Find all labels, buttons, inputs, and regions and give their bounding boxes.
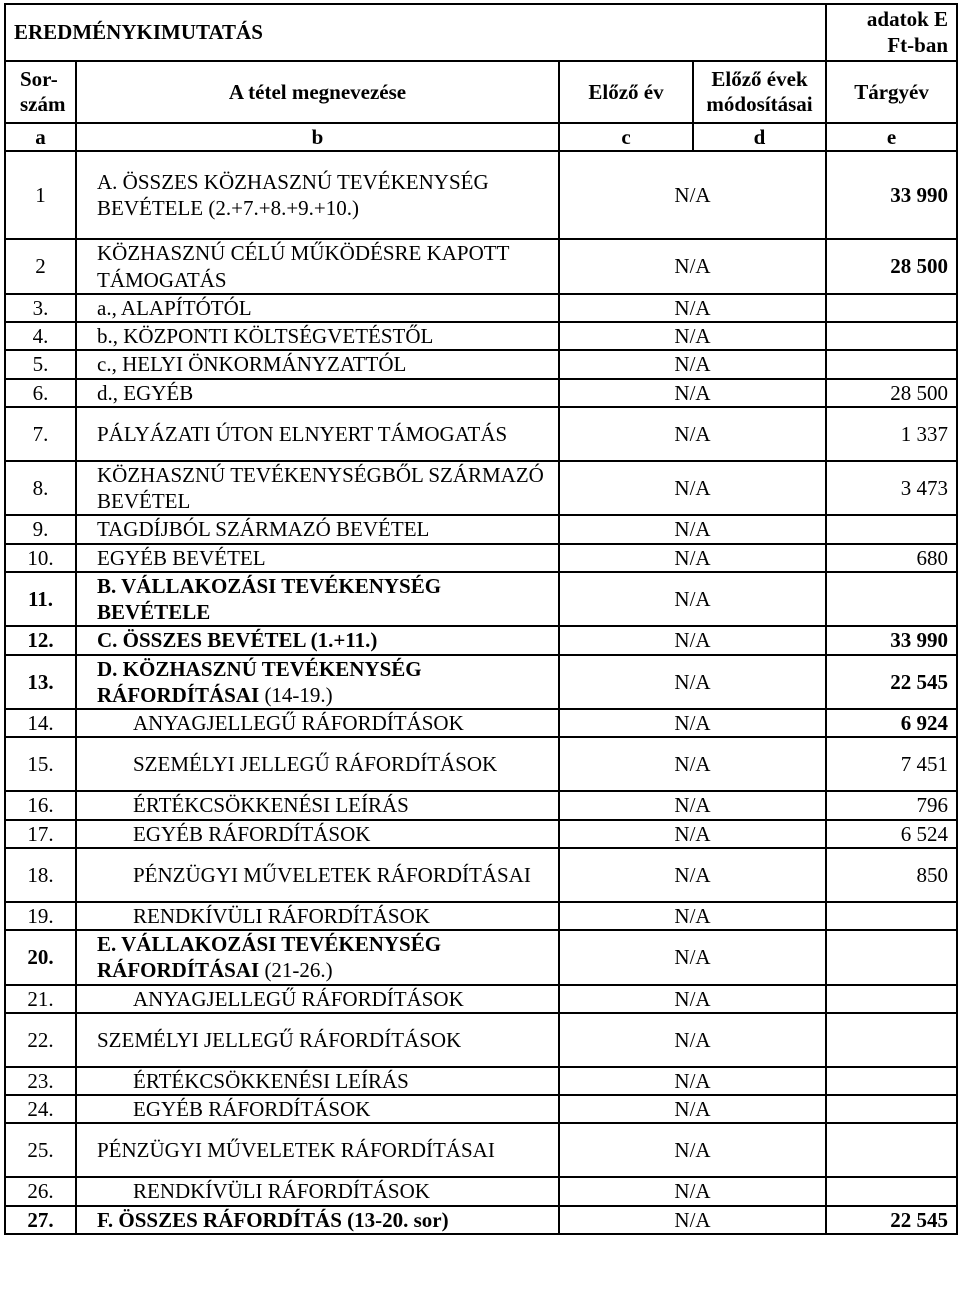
row-name: RENDKÍVÜLI RÁFORDÍTÁSOK	[76, 902, 559, 930]
prev-mod-line-1: Előző évek	[711, 66, 808, 91]
unit-line-2: Ft-ban	[887, 32, 949, 57]
row-current: 796	[826, 791, 957, 819]
table-row	[5, 572, 957, 627]
row-prev-year: N/A	[559, 1206, 826, 1234]
row-name: B. VÁLLAKOZÁSI TEVÉKENYSÉG BEVÉTELE	[76, 572, 559, 627]
row-name: F. ÖSSZES RÁFORDÍTÁS (13-20. sor)	[76, 1206, 559, 1234]
row-prev-year: N/A	[559, 820, 826, 848]
row-name: c., HELYI ÖNKORMÁNYZATTÓL	[76, 350, 559, 378]
sorszam-line-2: szám	[20, 92, 66, 116]
row-current	[826, 985, 957, 1013]
table-row	[5, 848, 957, 902]
row-current	[826, 902, 957, 930]
row-name: PÉNZÜGYI MŰVELETEK RÁFORDÍTÁSAI	[76, 848, 559, 902]
row-name: PÉNZÜGYI MŰVELETEK RÁFORDÍTÁSAI	[76, 1123, 559, 1177]
row-current	[826, 1177, 957, 1205]
row-name: C. ÖSSZES BEVÉTEL (1.+11.)	[76, 626, 559, 654]
row-prev-year: N/A	[559, 1123, 826, 1177]
table-row	[5, 1067, 957, 1095]
row-current	[826, 1067, 957, 1095]
row-prev-year: N/A	[559, 294, 826, 322]
row-current	[826, 350, 957, 378]
table-row	[5, 544, 957, 572]
table-row	[5, 737, 957, 791]
row-prev-year: N/A	[559, 1095, 826, 1123]
row-current: 22 545	[826, 655, 957, 710]
row-current: 28 500	[826, 379, 957, 407]
table-row	[5, 902, 957, 930]
row-name: d., EGYÉB	[76, 379, 559, 407]
column-letter-row	[5, 123, 957, 151]
table-row	[5, 985, 957, 1013]
row-current: 850	[826, 848, 957, 902]
row-prev-year: N/A	[559, 544, 826, 572]
row-prev-year: N/A	[559, 709, 826, 737]
row-current	[826, 294, 957, 322]
title-row	[5, 4, 957, 61]
row-name	[76, 930, 559, 985]
row-name-main: D. KÖZHASZNÚ TEVÉKENYSÉG RÁFORDÍTÁSAI	[97, 656, 422, 707]
row-current	[826, 1013, 957, 1067]
row-number: 10.	[5, 544, 76, 572]
row-current	[826, 930, 957, 985]
row-current: 7 451	[826, 737, 957, 791]
row-number: 27.	[5, 1206, 76, 1234]
row-prev-year: N/A	[559, 655, 826, 710]
row-number: 12.	[5, 626, 76, 654]
row-name: EGYÉB RÁFORDÍTÁSOK	[76, 820, 559, 848]
row-current: 680	[826, 544, 957, 572]
row-name: PÁLYÁZATI ÚTON ELNYERT TÁMOGATÁS	[76, 407, 559, 461]
row-number: 2	[5, 239, 76, 294]
row-name: KÖZHASZNÚ CÉLÚ MŰKÖDÉSRE KAPOTT TÁMOGATÁS	[76, 239, 559, 294]
row-current: 33 990	[826, 151, 957, 239]
row-prev-year: N/A	[559, 930, 826, 985]
table-row	[5, 1013, 957, 1067]
row-number: 24.	[5, 1095, 76, 1123]
table-row	[5, 515, 957, 543]
table-row	[5, 1206, 957, 1234]
col-letter-d: d	[693, 123, 826, 151]
row-name: a., ALAPÍTÓTÓL	[76, 294, 559, 322]
sorszam-line-1: Sor-	[20, 66, 58, 91]
col-header-name: A tétel megnevezése	[76, 61, 559, 123]
table-row	[5, 379, 957, 407]
row-number: 4.	[5, 322, 76, 350]
row-current: 3 473	[826, 461, 957, 516]
unit-line-1: adatok E	[866, 7, 949, 32]
row-prev-year: N/A	[559, 791, 826, 819]
row-number: 22.	[5, 1013, 76, 1067]
col-letter-e: e	[826, 123, 957, 151]
table-row	[5, 239, 957, 294]
row-number: 7.	[5, 407, 76, 461]
table-row	[5, 820, 957, 848]
row-prev-year: N/A	[559, 322, 826, 350]
table-row	[5, 709, 957, 737]
row-current	[826, 572, 957, 627]
row-prev-year: N/A	[559, 985, 826, 1013]
row-current: 1 337	[826, 407, 957, 461]
row-name	[76, 655, 559, 710]
table-row	[5, 626, 957, 654]
row-number: 11.	[5, 572, 76, 627]
row-prev-year: N/A	[559, 379, 826, 407]
table-row	[5, 655, 957, 710]
row-number: 5.	[5, 350, 76, 378]
row-number: 3.	[5, 294, 76, 322]
row-name: EGYÉB BEVÉTEL	[76, 544, 559, 572]
row-number: 13.	[5, 655, 76, 710]
row-prev-year: N/A	[559, 902, 826, 930]
row-number: 14.	[5, 709, 76, 737]
table-row	[5, 350, 957, 378]
row-current	[826, 1123, 957, 1177]
row-number: 16.	[5, 791, 76, 819]
row-number: 6.	[5, 379, 76, 407]
income-statement-table	[4, 3, 958, 1235]
row-number: 26.	[5, 1177, 76, 1205]
row-name: ÉRTÉKCSÖKKENÉSI LEÍRÁS	[76, 1067, 559, 1095]
row-current: 22 545	[826, 1206, 957, 1234]
row-prev-year: N/A	[559, 350, 826, 378]
row-prev-year: N/A	[559, 461, 826, 516]
table-row	[5, 322, 957, 350]
row-number: 18.	[5, 848, 76, 902]
row-prev-year: N/A	[559, 407, 826, 461]
row-current	[826, 515, 957, 543]
col-header-current: Tárgyév	[826, 61, 957, 123]
table-row	[5, 1095, 957, 1123]
row-prev-year: N/A	[559, 737, 826, 791]
row-prev-year: N/A	[559, 1177, 826, 1205]
row-number: 20.	[5, 930, 76, 985]
row-number: 19.	[5, 902, 76, 930]
row-name: ANYAGJELLEGŰ RÁFORDÍTÁSOK	[76, 709, 559, 737]
row-prev-year: N/A	[559, 626, 826, 654]
row-name: EGYÉB RÁFORDÍTÁSOK	[76, 1095, 559, 1123]
col-letter-a: a	[5, 123, 76, 151]
row-prev-year: N/A	[559, 572, 826, 627]
col-header-prev-year: Előző év	[559, 61, 693, 123]
row-number: 15.	[5, 737, 76, 791]
table-row	[5, 407, 957, 461]
row-current: 33 990	[826, 626, 957, 654]
row-name: KÖZHASZNÚ TEVÉKENYSÉGBŐL SZÁRMAZÓ BEVÉTEL	[76, 461, 559, 516]
table-row	[5, 151, 957, 239]
row-name: TAGDÍJBÓL SZÁRMAZÓ BEVÉTEL	[76, 515, 559, 543]
row-prev-year: N/A	[559, 239, 826, 294]
row-prev-year: N/A	[559, 151, 826, 239]
row-current: 6 924	[826, 709, 957, 737]
row-prev-year: N/A	[559, 1013, 826, 1067]
row-name: A. ÖSSZES KÖZHASZNÚ TEVÉKENYSÉG BEVÉTELE (2.+7.+8.+9.+10.)	[76, 151, 559, 239]
row-name-suffix: (21-26.)	[264, 958, 333, 983]
row-prev-year: N/A	[559, 515, 826, 543]
row-name: RENDKÍVÜLI RÁFORDÍTÁSOK	[76, 1177, 559, 1205]
row-number: 1	[5, 151, 76, 239]
row-prev-year: N/A	[559, 1067, 826, 1095]
row-name: b., KÖZPONTI KÖLTSÉGVETÉSTŐL	[76, 322, 559, 350]
row-name: SZEMÉLYI JELLEGŰ RÁFORDÍTÁSOK	[76, 737, 559, 791]
col-header-prev-mod	[693, 61, 826, 123]
row-current	[826, 322, 957, 350]
table-row	[5, 461, 957, 516]
row-name-suffix: (14-19.)	[264, 682, 333, 707]
col-header-sorszam	[5, 61, 76, 123]
table-row	[5, 1177, 957, 1205]
table-row	[5, 930, 957, 985]
row-number: 8.	[5, 461, 76, 516]
row-number: 17.	[5, 820, 76, 848]
row-current: 6 524	[826, 820, 957, 848]
prev-mod-line-2: módosításai	[706, 92, 813, 116]
row-name: ANYAGJELLEGŰ RÁFORDÍTÁSOK	[76, 985, 559, 1013]
row-number: 23.	[5, 1067, 76, 1095]
col-letter-b: b	[76, 123, 559, 151]
table-row	[5, 791, 957, 819]
row-name-main: E. VÁLLAKOZÁSI TEVÉKENYSÉG RÁFORDÍTÁSAI	[97, 932, 442, 983]
row-name: SZEMÉLYI JELLEGŰ RÁFORDÍTÁSOK	[76, 1013, 559, 1067]
row-name: ÉRTÉKCSÖKKENÉSI LEÍRÁS	[76, 791, 559, 819]
unit-note	[826, 4, 957, 61]
report-title: EREDMÉNYKIMUTATÁS	[5, 4, 826, 61]
table-row	[5, 1123, 957, 1177]
row-number: 21.	[5, 985, 76, 1013]
col-letter-c: c	[559, 123, 693, 151]
row-number: 9.	[5, 515, 76, 543]
row-current: 28 500	[826, 239, 957, 294]
row-prev-year: N/A	[559, 848, 826, 902]
column-header-row	[5, 61, 957, 123]
row-current	[826, 1095, 957, 1123]
row-number: 25.	[5, 1123, 76, 1177]
table-row	[5, 294, 957, 322]
